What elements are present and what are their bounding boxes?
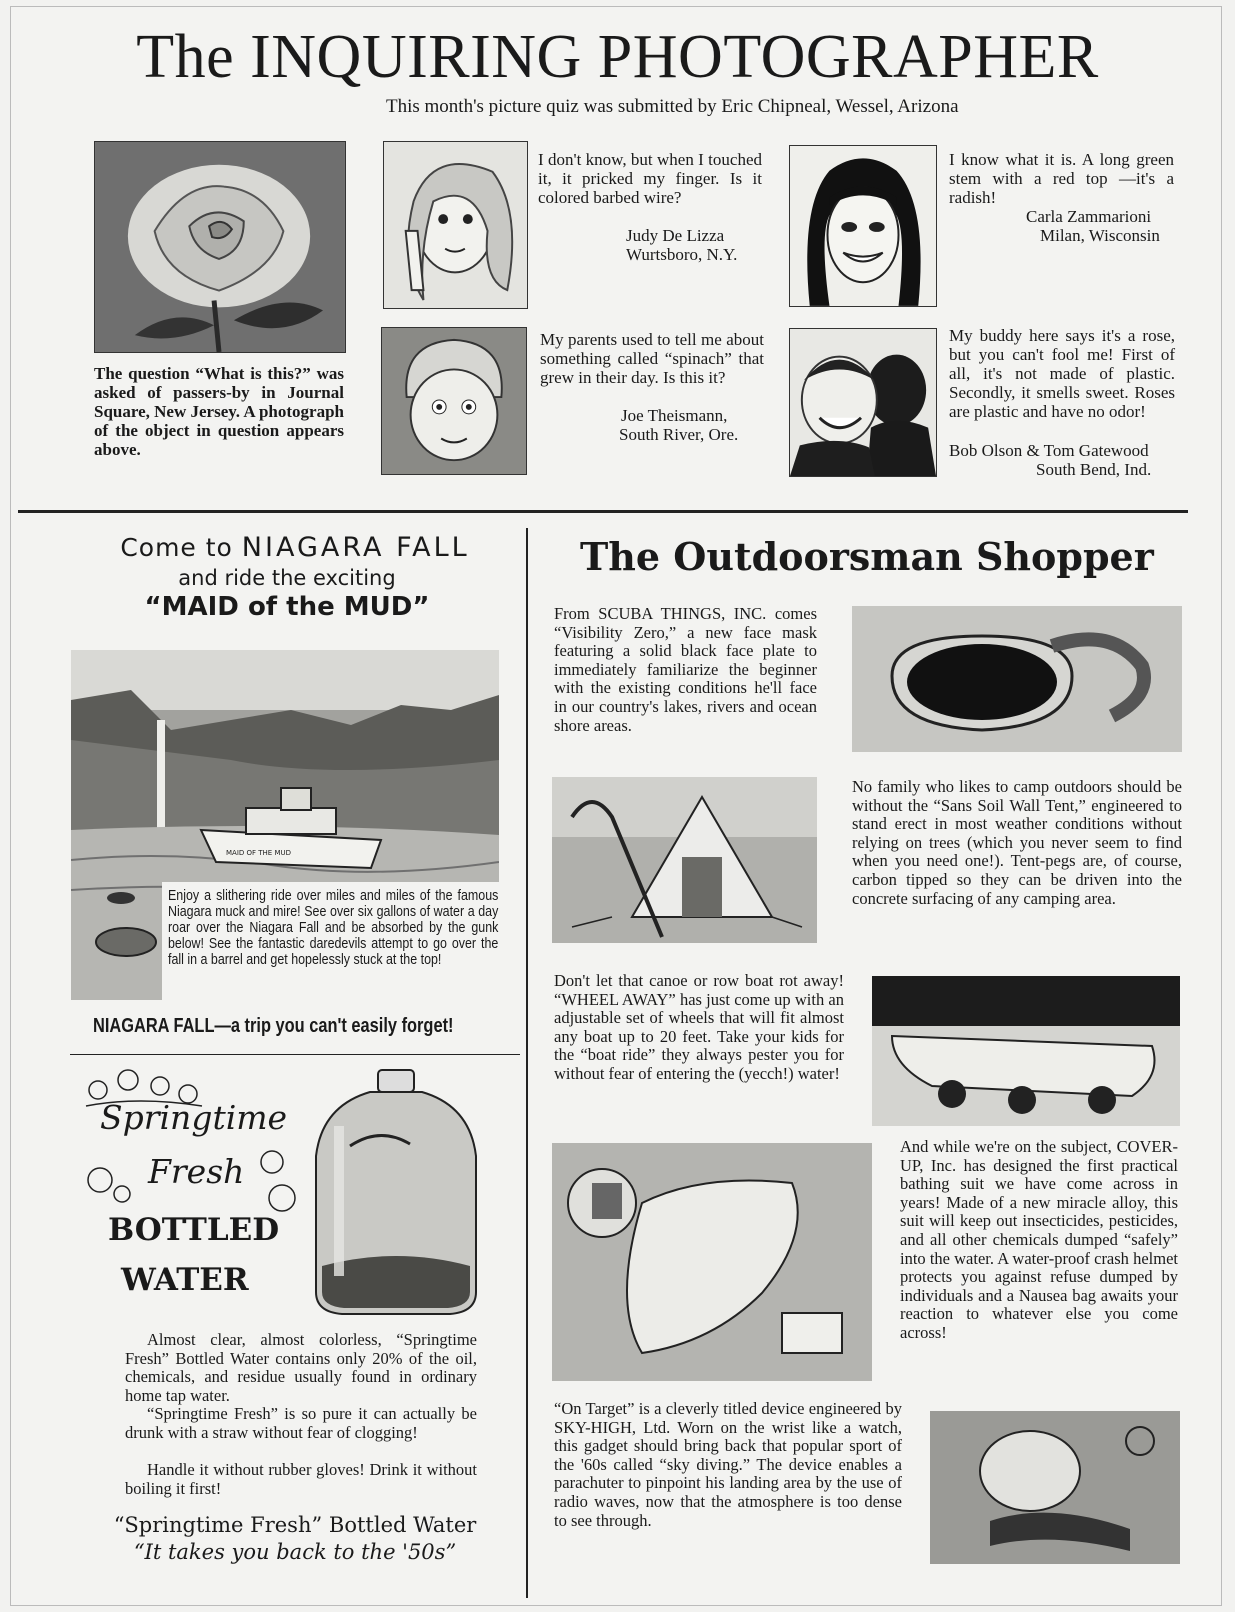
- niagara-headline-big: NIAGARA FALL: [241, 532, 470, 563]
- springtime-water: WATER: [121, 1262, 249, 1298]
- springtime-bottled: BOTTLED: [108, 1212, 280, 1248]
- shopper-item-3: Don't let that canoe or row boat rot away! “WHEEL AWAY” has just come up with an adjustable set of wheels that will fit almost any boat up to 20 feet. Take your kids for the “boat ride” they always pester you for without fear of entering the (yecch!) water!: [554, 971, 844, 1083]
- shopper-item-5: “On Target” is a cleverly titled device engineered by SKY-HIGH, Ltd. Worn on the wrist like a watch, this gadget should bring back that popular sport of the '60s called “sky diving.” The device enables a parachuter to pinpoint his landing area by the use of radio waves, now that the atmosphere is too dense to see through.: [554, 1399, 902, 1530]
- portrait-bob-tom: [789, 328, 937, 477]
- shopper-title: The Outdoorsman Shopper: [580, 534, 1154, 579]
- answer-1-place: Wurtsboro, N.Y.: [626, 245, 738, 264]
- boat-wheels-illustration: [872, 976, 1180, 1126]
- springtime-slogan: “It takes you back to the '50s”: [133, 1540, 457, 1564]
- boat-name-label: MAID OF THE MUD: [226, 849, 292, 857]
- niagara-subhead: and ride the exciting: [178, 566, 396, 590]
- water-jug-illustration: [310, 1066, 482, 1318]
- niagara-headline-pre: Come to: [120, 533, 233, 562]
- answer-2-quote: I know what it is. A long green stem with a red top —it's a radish!: [949, 150, 1174, 207]
- answer-3-place: South River, Ore.: [619, 425, 739, 444]
- portrait-joe: [381, 327, 527, 475]
- answer-1-name: Judy De Lizza: [626, 226, 725, 245]
- radio-device-illustration: [930, 1411, 1180, 1564]
- page-subtitle: This month's picture quiz was submitted by Eric Chipneal, Wessel, Arizona: [386, 96, 959, 117]
- shopper-item-2: No family who likes to camp outdoors should be without the “Sans Soil Wall Tent,” engineered to stand erect in most weather conditions without relying on trees (which you never seem to find when you need one!). Tent-pegs are, of course, carbon tipped so they can be driven into the concrete surfacing of any camping area.: [852, 777, 1182, 908]
- niagara-tagline: NIAGARA FALL—a trip you can't easily forget!: [93, 1015, 454, 1037]
- answer-3-quote: My parents used to tell me about something called “spinach” that grew in their day. Is this it?: [540, 330, 764, 387]
- answer-1-quote: I don't know, but when I touched it, it pricked my finger. Is it colored barbed wire?: [538, 150, 762, 207]
- answer-2-name: Carla Zammarioni: [1026, 207, 1152, 226]
- shopper-item-1: From SCUBA THINGS, INC. comes “Visibility Zero,” a new face mask featuring a solid black face plate to immediately familiarize the beginner with the existing conditions he'll face in our country's lakes, rivers and ocean shore areas.: [554, 604, 817, 735]
- niagara-headline: [70, 532, 520, 563]
- answer-3-name: Joe Theismann,: [621, 406, 728, 425]
- portrait-judy: [383, 141, 528, 309]
- section-divider: [18, 510, 1188, 513]
- shopper-item-4: And while we're on the subject, COVER-UP, Inc. has designed the first practical bathing suit we have come across in years! Made of a new miracle alloy, this suit will keep out insecticides, pesticides, and all other chemicals dumped “safely” into the water. A water-proof crash helmet protects you against refuse dumped by individuals and a Nausea bag awaits your reaction to whatever else you come across!: [900, 1137, 1178, 1342]
- face-mask-illustration: [852, 606, 1182, 752]
- page-title: The INQUIRING PHOTOGRAPHER: [136, 23, 1099, 91]
- tent-illustration: [552, 777, 817, 943]
- flower-icon: [248, 1142, 308, 1222]
- springtime-para-3: Handle it without rubber gloves! Drink it without boiling it first!: [125, 1460, 477, 1498]
- answer-2-place: Milan, Wisconsin: [1040, 226, 1160, 245]
- rose-photo: [94, 141, 346, 353]
- springtime-title-2: Fresh: [148, 1152, 245, 1191]
- ad-divider: [70, 1054, 520, 1055]
- answer-4-name: Bob Olson & Tom Gatewood: [949, 441, 1149, 460]
- springtime-para-1: Almost clear, almost colorless, “Springtime Fresh” Bottled Water contains only 20% of the oil, chemicals, and residue usually found in ordinary home tap water.: [125, 1330, 477, 1405]
- springtime-title-1: Springtime: [100, 1098, 288, 1137]
- springtime-para-2: “Springtime Fresh” is so pure it can actually be drunk with a straw without fear of clogging!: [125, 1404, 477, 1442]
- niagara-body: Enjoy a slithering ride over miles and miles of the famous Niagara muck and mire! See over six gallons of water a day roar over the Niagara Fall and be absorbed by the gunk below! See the fantastic daredevils attempt to go over the fall in a barrel and get hopelessly stuck at the top!: [168, 887, 499, 968]
- quiz-caption: The question “What is this?” was asked of passers-by in Journal Square, New Jersey. A photograph of the object in question appears above.: [94, 364, 344, 459]
- bathing-suit-illustration: [552, 1143, 872, 1381]
- answer-4-quote: My buddy here says it's a rose, but you can't fool me! First of all, it's not made of plastic. Secondly, it smells sweet. Roses are plastic and have no odor!: [949, 326, 1175, 421]
- portrait-carla: [789, 145, 937, 307]
- column-divider: [526, 528, 528, 1598]
- niagara-maid-title: “MAID of the MUD”: [144, 592, 430, 622]
- answer-4-place: South Bend, Ind.: [1036, 460, 1152, 479]
- flower-icon: [78, 1160, 138, 1210]
- springtime-brand: “Springtime Fresh” Bottled Water: [113, 1513, 477, 1537]
